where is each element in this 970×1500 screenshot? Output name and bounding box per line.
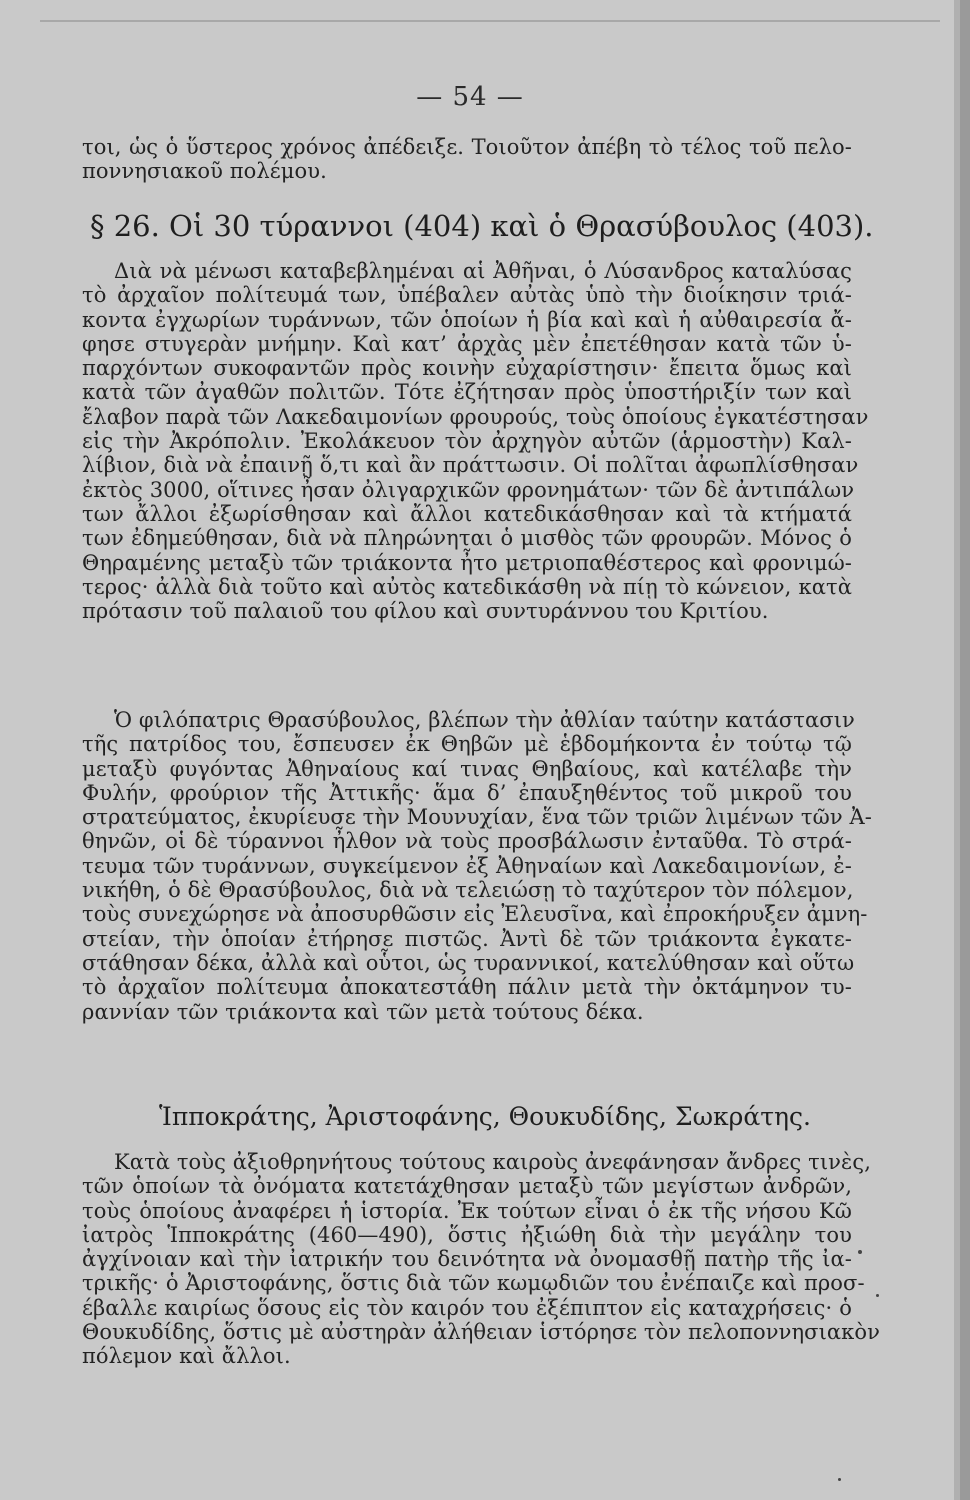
paper-speck xyxy=(838,1478,841,1481)
text-line: τὸ ἀρχαῖον πολίτευμα ἀποκατεστάθη πάλιν μετὰ τὴν ὀκτάμηνον τυ- xyxy=(82,975,852,1000)
text-line: Θηραμένης μεταξὺ τῶν τριάκοντα ἦτο μετριοπαθέστερος καὶ φρονιμώ- xyxy=(82,550,852,575)
text-line: ποννησιακοῦ πολέμου. xyxy=(82,159,327,184)
text-line: των ἄλλοι ἐξωρίσθησαν καὶ ἄλλοι κατεδικάσθησαν καὶ τὰ κτήματά xyxy=(82,501,852,526)
page-number: — 54 — xyxy=(416,82,524,112)
text-line: θηνῶν, οἱ δὲ τύραννοι ἦλθον νὰ τοὺς προσβάλωσιν ἐνταῦθα. Τὸ στρά- xyxy=(82,829,852,854)
text-line: Φυλήν, φρούριον τῆς Ἀττικῆς· ἅμα δ’ ἐπαυξηθέντος τοῦ μικροῦ του xyxy=(82,780,852,805)
text-line: ἰατρὸς Ἱπποκράτης (460—490), ὅστις ἠξιώθη διὰ τὴν μεγάλην του xyxy=(82,1222,852,1247)
paragraph-great-men xyxy=(82,1150,881,1369)
text-line: τρικῆς· ὁ Ἀριστοφάνης, ὅστις διὰ τῶν κωμῳδιῶν του ἐνέπαιζε καὶ προσ- xyxy=(82,1271,865,1296)
text-line: λίβιον, διὰ νὰ ἐπαινῇ ὅ,τι καὶ ἂν πράττωσιν. Οἱ πολῖται ἀφωπλίσθησαν xyxy=(82,453,859,478)
paper-speck xyxy=(858,1250,862,1254)
text-line: Κατὰ τοὺς ἀξιοθρηνήτους τούτους καιροὺς ἀνεφάνησαν ἄνδρες τινὲς, xyxy=(114,1150,872,1174)
text-line: Ὁ φιλόπατρις Θρασύβουλος, βλέπων τὴν ἀθλίαν ταύτην κατάστασιν xyxy=(114,708,855,732)
text-line: τευμα τῶν τυράννων, συγκείμενον ἐξ Ἀθηναίων καὶ Λακεδαιμονίων, ἐ- xyxy=(82,853,852,878)
text-line: τερος· ἀλλὰ διὰ τοῦτο καὶ αὐτὸς κατεδικάσθη νὰ πίῃ τὸ κώνειον, κατὰ xyxy=(82,574,852,599)
paragraph-thirty-tyrants xyxy=(82,259,869,624)
text-line: τῶν ὁποίων τὰ ὀνόματα κατετάχθησαν μεταξὺ τῶν μεγίστων ἀνδρῶν, xyxy=(82,1174,852,1199)
text-line: πρότασιν τοῦ παλαιοῦ του φίλου καὶ συντυράννου του Κριτίου. xyxy=(82,599,769,624)
text-line: των ἐδημεύθησαν, διὰ νὰ πληρώνηται ὁ μισθὸς τῶν φρουρῶν. Μόνος ὁ xyxy=(82,526,852,551)
text-line: πόλεμον καὶ ἄλλοι. xyxy=(82,1344,291,1369)
text-line: φησε στυγερὰν μνήμην. Καὶ κατ’ ἀρχὰς μὲν ἐπετέθησαν κατὰ τῶν ὑ- xyxy=(82,331,852,356)
text-line: τῆς πατρίδος του, ἔσπευσεν ἐκ Θηβῶν μὲ ἑβδομήκοντα ἐν τούτῳ τῷ xyxy=(82,732,852,757)
intro-text xyxy=(82,135,852,184)
page-fold-line xyxy=(40,0,940,22)
text-line: ραννίαν τῶν τριάκοντα καὶ τῶν μετὰ τούτους δέκα. xyxy=(82,999,644,1024)
text-line: στείαν, τὴν ὁποίαν ἐτήρησε πιστῶς. Ἀντὶ δὲ τῶν τριάκοντα ἐγκατε- xyxy=(82,926,852,951)
subheading: Ἱπποκράτης, Ἀριστοφάνης, Θουκυδίδης, Σωκράτης. xyxy=(159,1102,811,1131)
text-line: παρχόντων συκοφαντῶν πρὸς κοινὴν εὐχαρίστησιν· ἔπειτα ὅμως καὶ xyxy=(82,356,852,381)
text-line: στάθησαν δέκα, ἀλλὰ καὶ οὗτοι, ὡς τυραννικοί, κατελύθησαν καὶ οὕτω xyxy=(82,950,855,975)
section-heading: § 26. Οἱ 30 τύραννοι (404) καὶ ὁ Θρασύβουλος (403). xyxy=(90,209,874,243)
text-line: μεταξὺ φυγόντας Ἀθηναίους καί τινας Θηβαίους, καὶ κατέλαβε τὴν xyxy=(82,756,852,781)
paper-speck xyxy=(876,1294,879,1297)
text-line: τὸ ἀρχαῖον πολίτευμά των, ὑπέβαλεν αὐτὰς ὑπὸ τὴν διοίκησιν τριά- xyxy=(82,283,852,308)
text-line: κατὰ τῶν ἀγαθῶν πολιτῶν. Τότε ἐζήτησαν πρὸς ὑποστήριξίν των καὶ xyxy=(82,380,852,405)
text-line: τοι, ὡς ὁ ὕστερος χρόνος ἀπέδειξε. Τοιοῦτον ἀπέβη τὸ τέλος τοῦ πελο- xyxy=(82,135,852,159)
text-line: τοὺς ὁποίους ἀναφέρει ἡ ἱστορία. Ἐκ τούτων εἶναι ὁ ἐκ τῆς νήσου Κῶ xyxy=(82,1198,852,1223)
text-line: ἀγχίνοιαν καὶ τὴν ἰατρικήν του δεινότητα νὰ ὀνομασθῇ πατὴρ τῆς ἰα- xyxy=(82,1247,852,1272)
text-line: Θουκυδίδης, ὅστις μὲ αὐστηρὰν ἀλήθειαν ἱστόρησε τὸν πελοποννησιακὸν xyxy=(82,1320,881,1345)
text-line: στρατεύματος, ἐκυρίευσε τὴν Μουνυχίαν, ἕνα τῶν τριῶν λιμένων τῶν Ἀ- xyxy=(82,805,872,830)
text-line: έβαλλε καιρίως ὅσους εἰς τὸν καιρόν του ἐξέπιπτον εἰς καταχρήσεις· ὁ xyxy=(82,1295,852,1320)
text-line: νικήθη, ὁ δὲ Θρασύβουλος, διὰ νὰ τελειώσῃ τὸ ταχύτερον τὸν πόλεμον, xyxy=(82,878,854,903)
paragraph-thrasybulus xyxy=(82,708,872,1024)
text-line: εἰς τὴν Ἀκρόπολιν. Ἐκολάκευον τὸν ἀρχηγὸν αὐτῶν (ἁρμοστὴν) Καλ- xyxy=(82,429,852,454)
text-line: Διὰ νὰ μένωσι καταβεβλημέναι αἱ Ἀθῆναι, ὁ Λύσανδρος καταλύσας xyxy=(114,259,852,283)
text-line: τοὺς συνεχώρησε νὰ ἀποσυρθῶσιν εἰς Ἐλευσῖνα, καὶ ἐπροκήρυξεν ἀμνη- xyxy=(82,902,868,927)
text-line: ἔλαβον παρὰ τῶν Λακεδαιμονίων φρουρούς, τοὺς ὁποίους ἐγκατέστησαν xyxy=(82,404,869,429)
text-line: κοντα ἐγχωρίων τυράννων, τῶν ὁποίων ἡ βία καὶ καὶ ἡ αὐθαιρεσία ἄ- xyxy=(82,307,852,332)
text-line: ἐκτὸς 3000, οἵτινες ἦσαν ὀλιγαρχικῶν φρονημάτων· τῶν δὲ ἀντιπάλων xyxy=(82,477,855,502)
